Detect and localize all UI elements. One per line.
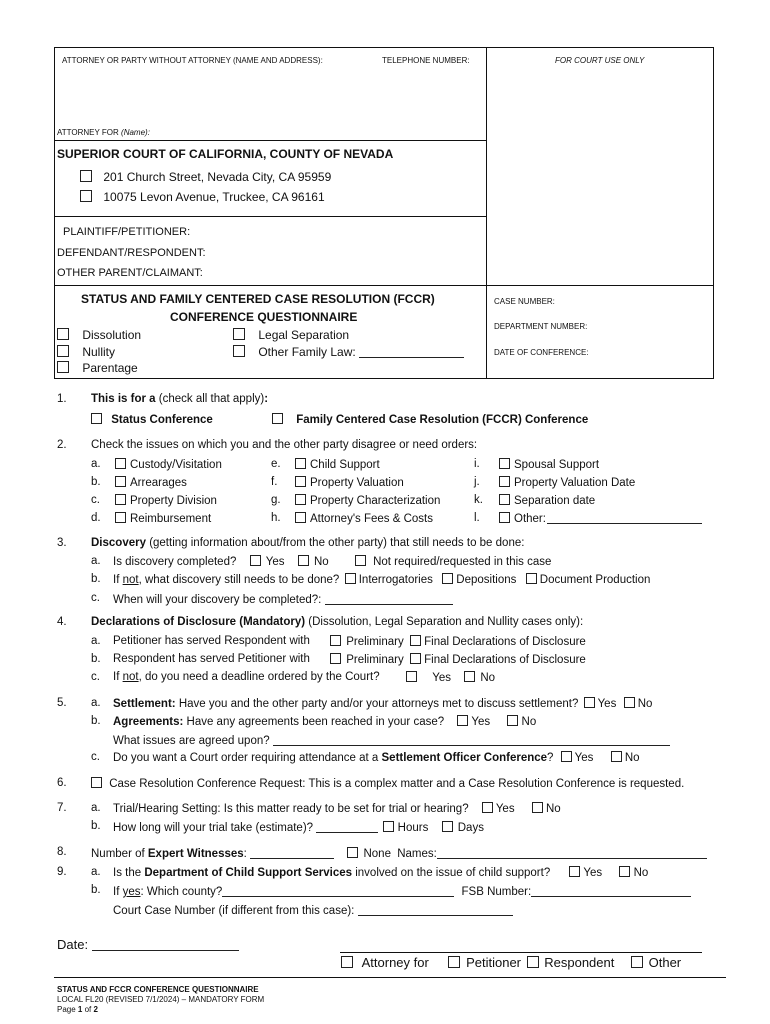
q4c-text: If not, do you need a deadline ordered by the Court? xyxy=(113,671,380,683)
date-row: Date: xyxy=(57,937,239,952)
expert-witness-names-field[interactable] xyxy=(437,846,707,859)
case-resolution-request-checkbox[interactable] xyxy=(91,777,102,788)
q2-issue-label: Child Support xyxy=(310,459,380,471)
q3a-row: Is discovery completed? Yes No Not required/requested in this case xyxy=(113,556,552,568)
q4b-letter: b. xyxy=(91,653,101,665)
q2-issue-letter: a. xyxy=(91,458,101,470)
q2-issue-item xyxy=(499,494,595,507)
q4c-options: Yes No xyxy=(406,671,495,684)
q3-label: Discovery (getting information about/from the other party) that still needs to be done: xyxy=(91,537,525,549)
q9a-letter: a. xyxy=(91,866,101,878)
q2-issue-label: Other: xyxy=(514,513,546,525)
q2-issue-item xyxy=(115,476,187,489)
case-type-parentage: Parentage xyxy=(57,361,138,375)
q4b-text: Respondent has served Petitioner with xyxy=(113,653,310,665)
q9-court-case-row: Court Case Number (if different from this case): xyxy=(113,903,513,917)
q3c-row: When will your discovery be completed?: xyxy=(113,592,453,606)
q7a-letter: a. xyxy=(91,802,101,814)
q2-issue-letter: b. xyxy=(91,476,101,488)
q2-issue-label: Property Valuation xyxy=(310,477,404,489)
q1-label: This is for a (check all that apply): xyxy=(91,393,269,405)
q2-issue-letter: c. xyxy=(91,494,100,506)
court-address-1: 201 Church Street, Nevada City, CA 95959 xyxy=(80,170,331,184)
q5c-no-checkbox[interactable] xyxy=(611,751,622,762)
q2-issue-item xyxy=(295,512,433,525)
q7a-no-checkbox[interactable] xyxy=(532,802,543,813)
q5c-row: Do you want a Court order requiring attendance at a Settlement Officer Conference? Yes No xyxy=(113,752,640,764)
q4a-text: Petitioner has served Respondent with xyxy=(113,635,310,647)
q3a-not-required-checkbox[interactable] xyxy=(355,555,366,566)
q2-issue-item xyxy=(295,458,380,471)
q2-issue-letter: f. xyxy=(271,476,278,488)
q6-row: Case Resolution Conference Request: This is a complex matter and a Case Resolution Conference is requested. xyxy=(91,777,684,790)
court-use-label: FOR COURT USE ONLY xyxy=(555,56,645,65)
expert-witness-count-field[interactable] xyxy=(250,846,334,859)
fccr-conference-checkbox[interactable] xyxy=(272,413,283,424)
interrogatories-checkbox[interactable] xyxy=(345,573,356,584)
q5b-yes-checkbox[interactable] xyxy=(457,715,468,726)
q2-issue-item xyxy=(295,476,404,489)
q4a-letter: a. xyxy=(91,635,101,647)
q9-number: 9. xyxy=(57,866,67,878)
q2-issue-label: Arrearages xyxy=(130,477,187,489)
q3-number: 3. xyxy=(57,537,67,549)
respondent-checkbox[interactable] xyxy=(527,956,539,968)
q3b-letter: b. xyxy=(91,573,101,585)
q4c-letter: c. xyxy=(91,671,100,683)
q5a-row: Settlement: Have you and the other party and/or your attorneys met to discuss settlement? Yes No xyxy=(113,698,653,710)
q2-issue-checkbox[interactable] xyxy=(115,476,126,487)
q5b-row: Agreements: Have any agreements been reached in your case? Yes No xyxy=(113,716,537,728)
q7b-letter: b. xyxy=(91,820,101,832)
q7b-row: How long will your trial take (estimate)? Hours Days xyxy=(113,822,484,834)
q2-issue-label: Property Valuation Date xyxy=(514,477,636,489)
q5c-yes-checkbox[interactable] xyxy=(561,751,572,762)
q4a-final-checkbox[interactable] xyxy=(410,635,421,646)
q1-fccr-conference: Family Centered Case Resolution (FCCR) Conference xyxy=(272,413,588,426)
q2-issue-checkbox[interactable] xyxy=(499,512,510,523)
footer-title: STATUS AND FCCR CONFERENCE QUESTIONNAIRE xyxy=(57,985,259,994)
q6-number: 6. xyxy=(57,777,67,789)
q2-issue-letter: h. xyxy=(271,512,281,524)
q2-label: Check the issues on which you and the other party disagree or need orders: xyxy=(91,439,478,451)
q3a-no-checkbox[interactable] xyxy=(298,555,309,566)
q5a-yes-checkbox[interactable] xyxy=(584,697,595,708)
q4a-preliminary-checkbox[interactable] xyxy=(330,635,341,646)
q7a-row: Trial/Hearing Setting: Is this matter ready to be set for trial or hearing? Yes No xyxy=(113,803,561,815)
q4c-yes-checkbox[interactable] xyxy=(406,671,417,682)
q2-issue-checkbox[interactable] xyxy=(295,476,306,487)
q5b-no-checkbox[interactable] xyxy=(507,715,518,726)
q2-issue-item xyxy=(295,494,440,507)
address-2-checkbox[interactable] xyxy=(80,190,92,202)
q2-issue-letter: j. xyxy=(474,476,480,488)
attorney-for-label: ATTORNEY FOR (Name): xyxy=(57,128,150,137)
q7-number: 7. xyxy=(57,802,67,814)
case-type-nullity: Nullity xyxy=(57,345,115,359)
q2-issue-letter: d. xyxy=(91,512,101,524)
court-address-2: 10075 Levon Avenue, Truckee, CA 96161 xyxy=(80,190,325,204)
q4b-options: Preliminary Final Declarations of Disclosure xyxy=(330,653,586,666)
q2-issue-checkbox[interactable] xyxy=(499,476,510,487)
case-type-legal-separation: Legal Separation xyxy=(233,328,349,342)
q2-issue-label: Property Characterization xyxy=(310,495,441,507)
footer-page: Page 1 of 2 xyxy=(57,1005,98,1014)
county-field[interactable] xyxy=(222,884,454,897)
q2-number: 2. xyxy=(57,439,67,451)
q3a-yes-checkbox[interactable] xyxy=(250,555,261,566)
document-production-checkbox[interactable] xyxy=(526,573,537,584)
q9a-no-checkbox[interactable] xyxy=(619,866,630,877)
petitioner-checkbox[interactable] xyxy=(448,956,460,968)
q5c-letter: c. xyxy=(91,751,100,763)
trial-estimate-field[interactable] xyxy=(316,820,378,833)
status-conference-checkbox[interactable] xyxy=(91,413,102,424)
depositions-checkbox[interactable] xyxy=(442,573,453,584)
case-number-label: CASE NUMBER: xyxy=(494,297,555,306)
q2-issue-letter: e. xyxy=(271,458,281,470)
q4b-final-checkbox[interactable] xyxy=(410,653,421,664)
q1-number: 1. xyxy=(57,393,67,405)
q3a-letter: a. xyxy=(91,555,101,567)
court-name: SUPERIOR COURT OF CALIFORNIA, COUNTY OF NEVADA xyxy=(57,147,394,161)
q4-label: Declarations of Disclosure (Mandatory) (Dissolution, Legal Separation and Nullity cases only): xyxy=(91,616,584,628)
q7a-yes-checkbox[interactable] xyxy=(482,802,493,813)
discovery-completion-field[interactable] xyxy=(325,592,453,605)
q1-status-conference: Status Conference xyxy=(91,413,213,426)
fsb-number-field[interactable] xyxy=(531,884,691,897)
q4a-options: Preliminary Final Declarations of Disclosure xyxy=(330,635,586,648)
q9b-letter: b. xyxy=(91,884,101,896)
case-type-dissolution: Dissolution xyxy=(57,328,141,342)
q2-issue-checkbox[interactable] xyxy=(499,494,510,505)
q2-issue-label: Separation date xyxy=(514,495,596,507)
q8-number: 8. xyxy=(57,846,67,858)
parentage-checkbox[interactable] xyxy=(57,361,69,373)
agreed-issues-field[interactable] xyxy=(273,733,670,746)
q2-issue-item xyxy=(115,494,217,507)
q9a-row: Is the Department of Child Support Services involved on the issue of child support? Yes No xyxy=(113,867,649,879)
q3c-letter: c. xyxy=(91,592,100,604)
footer-rule xyxy=(54,977,726,978)
telephone-label: TELEPHONE NUMBER: xyxy=(382,56,470,65)
footer-form-number: LOCAL FL20 (REVISED 7/1/2024) – MANDATORY FORM xyxy=(57,995,265,1004)
q2-issue-checkbox[interactable] xyxy=(115,494,126,505)
q2-issue-label: Spousal Support xyxy=(514,459,600,471)
q5a-letter: a. xyxy=(91,697,101,709)
q4-number: 4. xyxy=(57,616,67,628)
q5a-no-checkbox[interactable] xyxy=(624,697,635,708)
q4b-preliminary-checkbox[interactable] xyxy=(330,653,341,664)
form-title-1: STATUS AND FAMILY CENTERED CASE RESOLUTION (FCCR) xyxy=(81,292,435,306)
q5-number: 5. xyxy=(57,697,67,709)
date-of-conference-label: DATE OF CONFERENCE: xyxy=(494,348,589,357)
attorney-label: ATTORNEY OR PARTY WITHOUT ATTORNEY (NAME AND ADDRESS): xyxy=(62,56,323,65)
q9a-yes-checkbox[interactable] xyxy=(569,866,580,877)
other-checkbox[interactable] xyxy=(631,956,643,968)
q2-issue-letter: k. xyxy=(474,494,483,506)
court-case-number-field[interactable] xyxy=(358,903,513,916)
q2-issue-letter: g. xyxy=(271,494,281,506)
other-parent-label: OTHER PARENT/CLAIMANT: xyxy=(57,267,203,279)
days-checkbox[interactable] xyxy=(442,821,453,832)
other-family-law-field[interactable] xyxy=(359,345,464,358)
q2-issue-checkbox[interactable] xyxy=(499,458,510,469)
attorney-for-checkbox[interactable] xyxy=(341,956,353,968)
hours-checkbox[interactable] xyxy=(383,821,394,832)
case-type-other-family-law: Other Family Law: xyxy=(233,345,464,359)
other-family-law-checkbox[interactable] xyxy=(233,345,245,357)
address-1-checkbox[interactable] xyxy=(80,170,92,182)
q2-issue-label: Custody/Visitation xyxy=(130,459,222,471)
plaintiff-label: PLAINTIFF/PETITIONER: xyxy=(63,226,191,238)
q2-issue-label: Attorney's Fees & Costs xyxy=(310,513,433,525)
q2-issue-item xyxy=(499,476,635,489)
q2-issue-item xyxy=(499,458,599,471)
q2-issue-checkbox[interactable] xyxy=(115,512,126,523)
q8-row: Number of Expert Witnesses: None Names: xyxy=(91,846,707,860)
signature-line[interactable] xyxy=(340,952,702,953)
q4c-no-checkbox[interactable] xyxy=(464,671,475,682)
q2-issue-letter: i. xyxy=(474,458,480,470)
q2-issue-item xyxy=(115,458,222,471)
signature-role-row: Attorney for Petitioner Respondent Other xyxy=(341,955,681,970)
q2-issue-checkbox[interactable] xyxy=(295,458,306,469)
nullity-checkbox[interactable] xyxy=(57,345,69,357)
q5b2-row: What issues are agreed upon? xyxy=(113,733,670,747)
q2-issue-label: Property Division xyxy=(130,495,217,507)
dissolution-checkbox[interactable] xyxy=(57,328,69,340)
q2-issue-checkbox[interactable] xyxy=(295,494,306,505)
legal-separation-checkbox[interactable] xyxy=(233,328,245,340)
q9b-row: If yes: Which county? FSB Number: xyxy=(113,884,691,898)
q5b-letter: b. xyxy=(91,715,101,727)
q2-issue-label: Reimbursement xyxy=(130,513,212,525)
q2-issue-item xyxy=(115,512,211,525)
q2-issue-item xyxy=(499,512,546,525)
form-title-2: CONFERENCE QUESTIONNAIRE xyxy=(170,310,358,324)
date-field[interactable] xyxy=(92,938,239,951)
q3b-row: If not, what discovery still needs to be done? Interrogatories Depositions Document Production xyxy=(113,574,651,586)
department-number-label: DEPARTMENT NUMBER: xyxy=(494,322,588,331)
no-expert-witnesses-checkbox[interactable] xyxy=(347,847,358,858)
q2-issue-letter: l. xyxy=(474,512,480,524)
q2-other-field[interactable] xyxy=(547,511,702,524)
q2-issue-checkbox[interactable] xyxy=(295,512,306,523)
defendant-label: DEFENDANT/RESPONDENT: xyxy=(57,247,206,259)
q2-issue-checkbox[interactable] xyxy=(115,458,126,469)
